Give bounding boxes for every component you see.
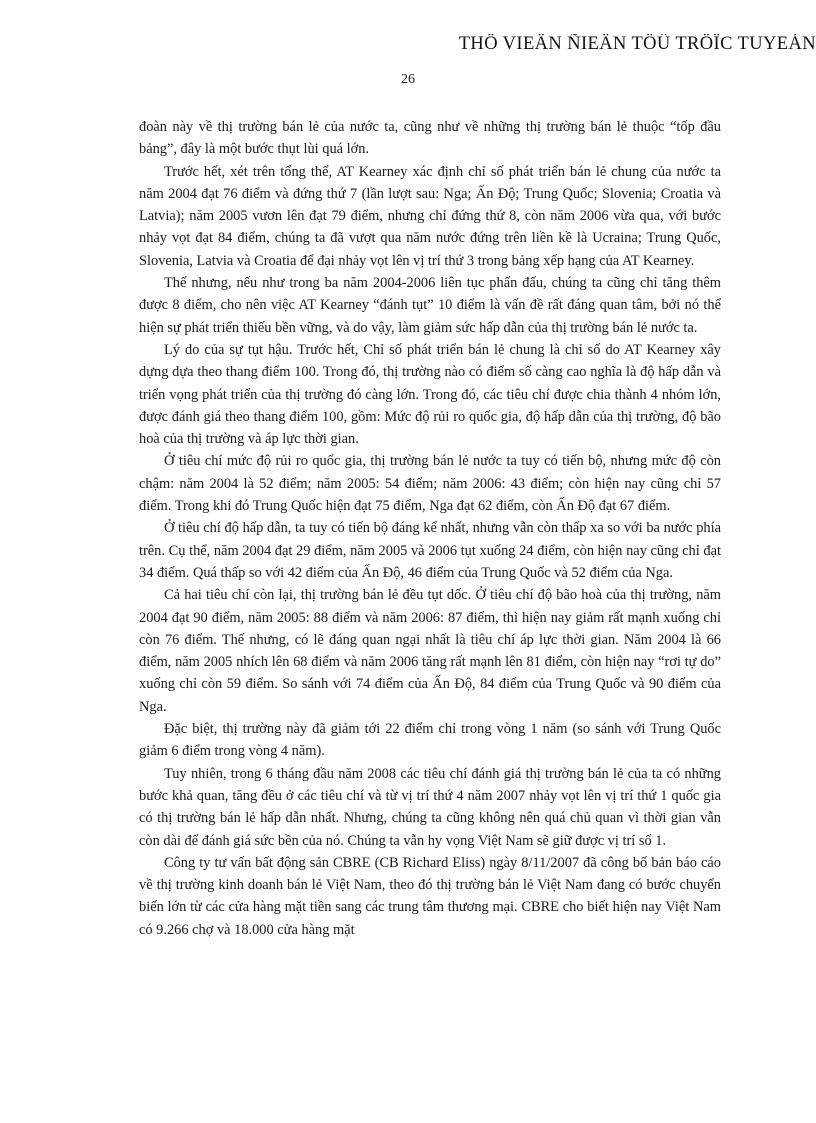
paragraph-6: Ở tiêu chí độ hấp dẫn, ta tuy có tiến bộ đáng kể nhất, nhưng vẫn còn thấp xa so với ba nước phía trên. Cụ thể, năm 2004 đạt 29 điểm, năm 2005 và 2006 tụt xuống 24 điểm, còn hiện nay cũng chỉ đạt 34 điểm. Quá thấp so với 42 điểm của Ấn Độ, 46 điểm của Trung Quốc và 52 điểm của Nga. bbox=[139, 520, 721, 581]
paragraph-2: Trước hết, xét trên tổng thể, AT Kearney xác định chỉ số phát triển bán lẻ chung của nước ta năm 2004 đạt 76 điểm và đứng thứ 7 (lần lượt sau: Nga; Ấn Độ; Trung Quốc; Slovenia; Croatia và Latvia); năm 2005 vươn lên đạt 79 điểm, nhưng chỉ đứng thứ 8, còn năm 2006 vừa qua, với bước nhảy vọt đạt 84 điểm, chúng ta đã vượt qua năm nước đứng trên liền kề là Ucraina; Trung Quốc, Slovenia, Latvia và Croatia để đại nhảy vọt lên vị trí thứ 3 trong bảng xếp hạng của AT Kearney. bbox=[139, 163, 721, 269]
page-number: 26 bbox=[401, 72, 415, 87]
paragraph-10: Công ty tư vấn bất động sản CBRE (CB Richard Eliss) ngày 8/11/2007 đã công bố bản báo cáo về thị trường kinh doanh bán lẻ Việt Nam, theo đó thị trường bán lẻ Việt Nam đang có bước chuyển biến lớn từ các cửa hàng mặt tiền sang các trung tâm thương mại. CBRE cho biết hiện nay Việt Nam có 9.266 chợ và 18.000 cửa hàng mặt bbox=[139, 854, 721, 938]
paragraph-9: Tuy nhiên, trong 6 tháng đầu năm 2008 các tiêu chí đánh giá thị trường bán lẻ của ta có những bước khả quan, tăng đều ở các tiêu chí và từ vị trí thứ 4 năm 2007 nhảy vọt lên vị trí thứ 1 quốc gia có thị trường bán lẻ hấp dẫn nhất. Nhưng, chúng ta cũng không nên quá chủ quan vì thời gian vẫn còn dài để đánh giá sức bền của nó. Chúng ta vẫn hy vọng Việt Nam sẽ giữ được vị trí số 1. bbox=[139, 765, 721, 849]
paragraph-1: đoàn này về thị trường bán lẻ của nước ta, cũng như về những thị trường bán lẻ thuộc “tốp đầu bảng”, đây là một bước thụt lùi quá lớn. bbox=[139, 119, 721, 158]
paragraph-8: Đặc biệt, thị trường này đã giảm tới 22 điểm chỉ trong vòng 1 năm (so sánh với Trung Quốc giảm 6 điểm trong vòng 4 năm). bbox=[139, 721, 721, 760]
page-header: THÖ VIEÄN ÑIEÄN TÖÛ TRÖÏC TUYEÁN bbox=[458, 34, 816, 54]
paragraph-7: Cả hai tiêu chí còn lại, thị trường bán lẻ đều tụt dốc. Ở tiêu chí độ bão hoà của thị trường, năm 2004 đạt 90 điểm, năm 2005: 88 điểm và năm 2006: 87 điểm, thì hiện nay giảm rất mạnh xuống chỉ còn 76 điểm. Thế nhưng, có lẽ đáng quan ngại nhất là tiêu chí áp lực thời gian. Năm 2004 là 66 điểm, năm 2005 nhích lên 68 điểm và năm 2006 tăng rất mạnh lên 81 điểm, còn hiện nay “rơi tự do” xuống chỉ còn 59 điểm. So sánh với 74 điểm của Ấn Độ, 84 điểm của Trung Quốc và 90 điểm của Nga. bbox=[139, 587, 721, 715]
body-text bbox=[139, 116, 721, 941]
paragraph-3: Thế nhưng, nếu như trong ba năm 2004-2006 liên tục phấn đấu, chúng ta cũng chỉ tăng thêm được 8 điểm, cho nên việc AT Kearney “đánh tụt” 10 điểm là vấn đề rất đáng quan tâm, bởi nó thể hiện sự phát triển thiếu bền vững, và do vậy, làm giảm sức hấp dẫn của thị trường bán lẻ nước ta. bbox=[139, 275, 721, 336]
paragraph-5: Ở tiêu chí mức độ rủi ro quốc gia, thị trường bán lẻ nước ta tuy có tiến bộ, nhưng mức độ còn chậm: năm 2004 là 52 điểm; năm 2005: 54 điểm; năm 2006: 43 điểm; còn hiện nay cũng chỉ 57 điểm. Trong khi đó Trung Quốc hiện đạt 75 điểm, Nga đạt 62 điểm, còn Ấn Độ đạt 67 điểm. bbox=[139, 453, 721, 515]
paragraph-4: Lý do của sự tụt hậu. Trước hết, Chỉ số phát triển bán lẻ chung là chỉ số do AT Kearney xây dựng dựa theo thang điểm 100. Trong đó, thị trường nào có điểm số càng cao nghĩa là độ hấp dẫn và triển vọng phát triển của thị trường đó càng lớn. Trong đó, các tiêu chí được chia thành 4 nhóm lớn, được đánh giá theo thang điểm 100, gồm: Mức độ rủi ro quốc gia, độ hấp dẫn của thị trường, độ bão hoà của thị trường và áp lực thời gian. bbox=[139, 341, 721, 448]
